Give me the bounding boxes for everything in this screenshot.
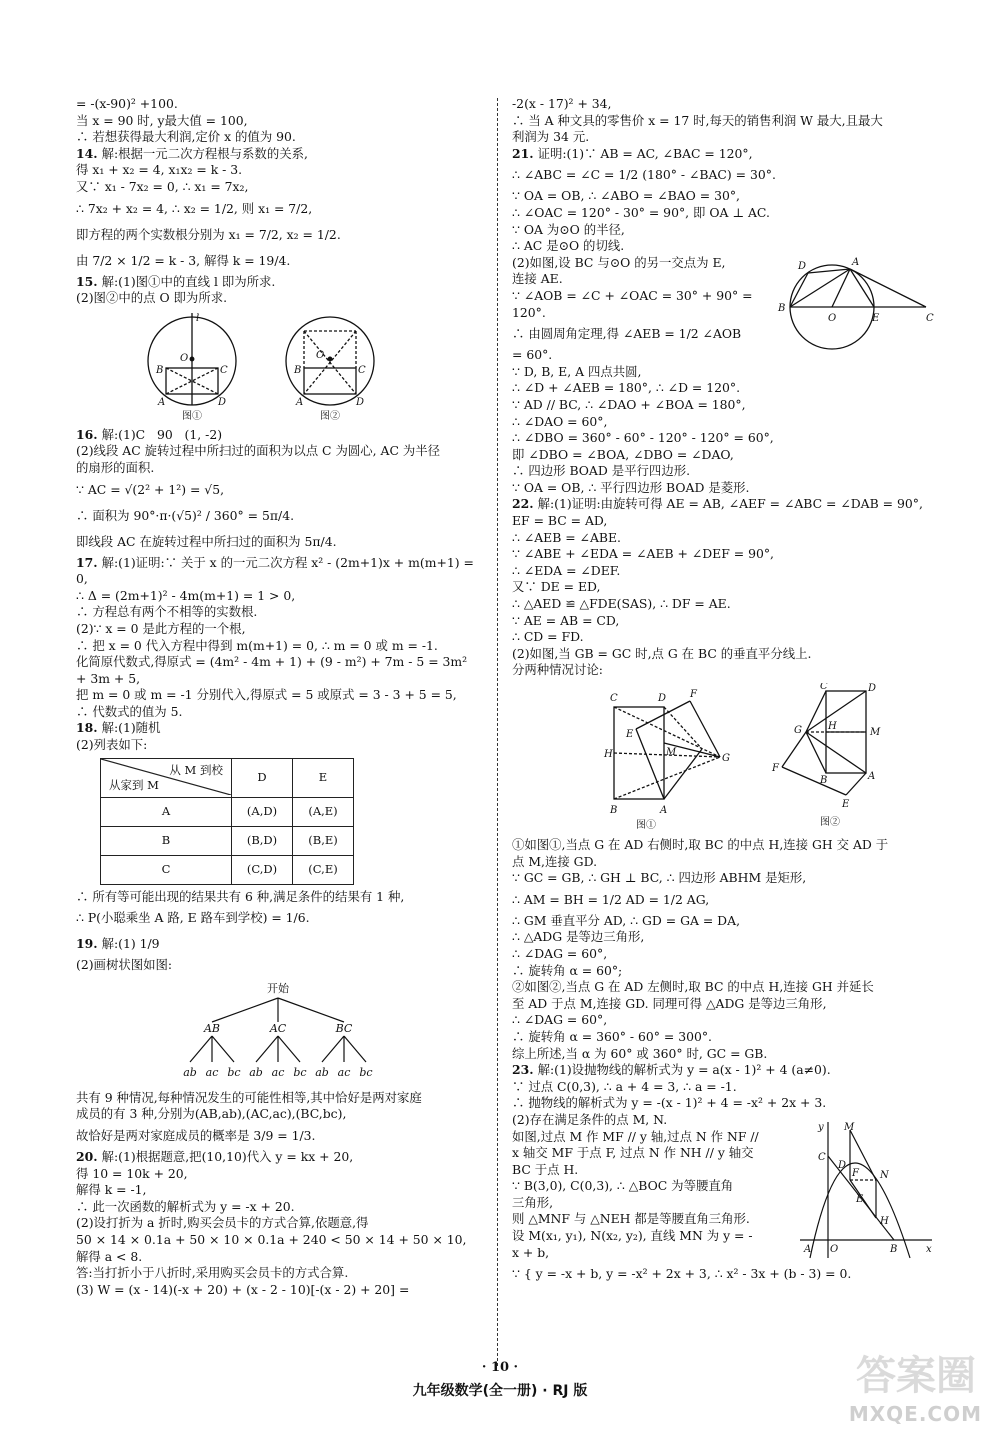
text: 解:(1)证明:∵ 关于 x 的一元二次方程 x² - (2m+1)x + m(m+1) = 0,: [76, 554, 478, 587]
text-line: ∴ AM = BH = 1/2 AD = 1/2 AG,: [512, 891, 710, 907]
right-column: [512, 96, 936, 1287]
text-line: ∵ GC = GB, ∴ GH ⊥ BC, ∴ 四边形 ABHM 是矩形,: [512, 870, 807, 886]
text: 解:(1)根据题意,把(10,10)代入 y = kx + 20,: [101, 1149, 354, 1165]
fig-label: B: [610, 805, 618, 816]
text-line: ∵ ∠ABE + ∠EDA = ∠AEB + ∠DEF = 90°,: [512, 546, 774, 562]
fig-label: B: [890, 1243, 898, 1255]
question-number: 22.: [512, 496, 534, 512]
tree-diagram: [128, 978, 428, 1086]
fig-label: A: [296, 396, 304, 408]
fig-label: G: [794, 725, 802, 736]
tree-leaf: ab: [249, 1065, 263, 1079]
question-18: [76, 720, 480, 737]
table-row-label: C: [101, 855, 232, 884]
text-line: ∴ ∠EDA = ∠DEF.: [512, 562, 621, 578]
figure-caption: 图①: [182, 410, 202, 422]
text-line: 解得 a < 8.: [76, 1248, 143, 1264]
page-number: · 10 ·: [481, 1360, 519, 1375]
question-number: 21.: [512, 145, 534, 161]
tree-root: 开始: [267, 981, 289, 995]
fig-label: C: [926, 312, 934, 324]
fig-label: D: [658, 693, 667, 704]
fig-label: N: [880, 1169, 889, 1181]
fig-label: F: [852, 1167, 859, 1179]
question-number: 15.: [76, 273, 98, 289]
text-line: 点 M,连接 GD.: [512, 853, 598, 869]
figure-21: [776, 255, 936, 355]
text-line: 得 10 = 10k + 20,: [76, 1165, 188, 1181]
text-line: x 轴交 MF 于点 F, 过点 N 作 NH // y 轴交: [512, 1145, 754, 1161]
text: 解:(1) 1/9: [101, 936, 160, 952]
text-line: ∵ 过点 C(0,3), ∴ a + 4 = 3, ∴ a = -1.: [512, 1078, 737, 1094]
text-line: ∴ 所有等可能出现的结果共有 6 种,满足条件的结果有 1 种,: [76, 888, 405, 904]
text-line: ∴ ∠DAG = 60°,: [512, 945, 608, 961]
text-line: ∴ △ADG 是等边三角形,: [512, 929, 645, 945]
text-line: ∴ 旋转角 α = 360° - 60° = 300°.: [512, 1028, 712, 1044]
text-line: 答:当打折小于八折时,采用购买会员卡的方式合算.: [76, 1265, 349, 1281]
text-line: (2)存在满足条件的点 M, N.: [512, 1111, 668, 1127]
fig-label: A: [804, 1243, 812, 1255]
text-line: (3) W = (x - 14)(-x + 20) + (x - 2 - 10)[-(x - 2) + 20] =: [76, 1281, 410, 1297]
fig-label: D: [838, 1159, 847, 1171]
text-line: (2)画树状图如图:: [76, 957, 173, 973]
figure-caption: 图②: [320, 410, 340, 422]
table-cell: (B,D): [232, 826, 293, 855]
fig-label: O: [316, 349, 325, 361]
q21-block: [512, 255, 936, 364]
watermark-text: MXQE.COM: [848, 1402, 982, 1426]
text-line: ∴ 把 x = 0 代入方程中得到 m(m+1) = 0, ∴ m = 0 或 m = -1.: [76, 637, 438, 653]
table-cell: (A,D): [232, 797, 293, 826]
text-line: (2)如图,设 BC 与⊙O 的另一交点为 E,: [512, 254, 726, 270]
tree-node: AB: [203, 1021, 221, 1035]
fig-label: B: [778, 302, 786, 314]
question-number: 18.: [76, 720, 98, 736]
column-divider: [497, 98, 498, 1366]
text-line: ∵ OA 为⊙O 的半径,: [512, 221, 625, 237]
text-line: (2)图②中的点 O 即为所求.: [76, 290, 228, 306]
fig-label: O: [180, 352, 189, 364]
text-line: 成员的有 3 种,分别为(AB,ab),(AC,ac),(BC,bc),: [76, 1106, 347, 1122]
fig-label: D: [868, 683, 877, 694]
text-line: + 3m + 5,: [76, 670, 141, 686]
figure-22: [524, 683, 924, 833]
question-15: [76, 274, 480, 291]
text-line: BC 于点 H.: [512, 1161, 579, 1177]
tree-leaf: ac: [271, 1065, 285, 1079]
text-line: x + b,: [512, 1244, 550, 1260]
text-line: 由 7/2 × 1/2 = k - 3, 解得 k = 19/4.: [76, 252, 291, 268]
fig-label: M: [666, 747, 677, 758]
fig-label: D: [356, 396, 365, 408]
text-line: ∴ 面积为 90°·π·(√5)² / 360° = 5π/4.: [76, 507, 295, 523]
text-line: 即 ∠DBO = ∠BOA, ∠DBO = ∠DAO,: [512, 446, 734, 462]
fig-label: M: [844, 1121, 855, 1133]
text-line: (2)设打折为 a 折时,购买会员卡的方式合算,依题意,得: [76, 1215, 369, 1231]
text-line: 120°.: [512, 304, 546, 320]
text-line: ②如图②,当点 G 在 AD 左侧时,取 BC 的中点 H,连接 GH 并延长: [512, 979, 874, 995]
fig-label: E: [626, 729, 634, 740]
text: 解:根据一元二次方程根与系数的关系,: [101, 145, 308, 161]
text: 解:(1)证明:由旋转可得 AE = AB, ∠AEF = ∠ABC = ∠DAB = 90°,: [537, 496, 923, 512]
corner-label-top: 从 M 到校: [169, 762, 223, 777]
text-line: (2)列表如下:: [76, 737, 148, 753]
table-row-label: B: [101, 826, 232, 855]
fig-label: M: [870, 727, 881, 738]
text-line: ∴ 7x₂ + x₂ = 4, ∴ x₂ = 1/2, 则 x₁ = 7/2,: [76, 200, 313, 216]
text-line: ∵ AE = AB = CD,: [512, 612, 620, 628]
text-line: ∴ △AED ≌ △FDE(SAS), ∴ DF = AE.: [512, 596, 731, 612]
tree-node: AC: [269, 1021, 287, 1035]
text-line: ∵ D, B, E, A 四点共圆,: [512, 363, 642, 379]
text-line: ∴ 当 A 种文具的零售价 x = 17 时,每天的销售利润 W 最大,且最大: [512, 112, 883, 128]
fig-label: F: [690, 689, 697, 700]
fig-label: H: [880, 1215, 889, 1227]
text-line: ∴ GM 垂直平分 AD, ∴ GD = GA = DA,: [512, 912, 741, 928]
figure-caption: 图②: [820, 817, 840, 828]
question-16: [76, 427, 480, 444]
text-line: ∴ P(小聪乘坐 A 路, E 路车到学校) = 1/6.: [76, 910, 310, 926]
text-line: ∵ { y = -x + b, y = -x² + 2x + 3, ∴ x² - 3x + (b - 3) = 0.: [512, 1266, 852, 1282]
text-line: 把 m = 0 或 m = -1 分别代入,得原式 = 5 或原式 = 3 - 3 + 5 = 5,: [76, 687, 457, 703]
text-line: ∵ AC = √(2² + 1²) = √5,: [76, 481, 225, 497]
tree-leaf: ac: [205, 1065, 219, 1079]
question-23: [512, 1062, 936, 1079]
fig-label: y: [818, 1121, 824, 1133]
table-row: [101, 855, 354, 884]
text-line: (2)∵ x = 0 是此方程的一个根,: [76, 620, 246, 636]
fig-label: E: [872, 312, 880, 324]
book-title: 九年级数学(全一册) · RJ 版: [412, 1383, 588, 1399]
fig-label: B: [294, 364, 302, 376]
fig-label: C: [220, 364, 228, 376]
question-number: 20.: [76, 1149, 98, 1165]
text-line: = -(x-90)² +100.: [76, 96, 178, 111]
text-line: ∴ ∠DAG = 60°,: [512, 1012, 608, 1028]
tree-leaf: bc: [227, 1065, 241, 1079]
figure-15-1: [148, 313, 236, 405]
watermark-logo-icon: 答案圈: [856, 1353, 976, 1399]
text: 解:(1)随机: [101, 720, 161, 736]
text-line: ∴ ∠AEB = ∠ABE.: [512, 529, 621, 545]
fig-label: D: [218, 396, 227, 408]
text-line: 故恰好是两对家庭成员的概率是 3/9 = 1/3.: [76, 1128, 316, 1144]
text-line: 三角形,: [512, 1194, 554, 1210]
watermark: [812, 1344, 982, 1430]
tree-leaf: ab: [315, 1065, 329, 1079]
text: 解:(1)C 90 (1, -2): [101, 426, 223, 442]
text-line: ∴ Δ = (2m+1)² - 4m(m+1) = 1 > 0,: [76, 587, 296, 603]
text-line: (2)如图,当 GB = GC 时,点 G 在 BC 的垂直平分线上.: [512, 645, 812, 661]
fig-label: F: [772, 763, 779, 774]
text-line: 即线段 AC 在旋转过程中所扫过的面积为 5π/4.: [76, 533, 337, 549]
text-line: ∵ OA = OB, ∴ ∠ABO = ∠BAO = 30°,: [512, 188, 740, 204]
table-cell: (C,E): [293, 855, 354, 884]
text-line: 共有 9 种情况,每种情况发生的可能性相等,其中恰好是两对家庭: [76, 1089, 422, 1105]
tree-leaf: ab: [183, 1065, 197, 1079]
text-line: ∴ 四边形 BOAD 是平行四边形.: [512, 463, 691, 479]
figure-15-2: [286, 317, 374, 405]
text-line: ∴ ∠D + ∠AEB = 180°, ∴ ∠D = 120°.: [512, 380, 741, 396]
text-line: EF = BC = AD,: [512, 513, 608, 529]
question-20: [76, 1149, 480, 1166]
question-17: [76, 555, 480, 588]
table-corner-cell: [101, 758, 232, 797]
text: 证明:(1)∵ AB = AC, ∠BAC = 120°,: [537, 145, 753, 161]
table-row: [101, 797, 354, 826]
tree-leaf: ac: [337, 1065, 351, 1079]
text-line: 得 x₁ + x₂ = 4, x₁x₂ = k - 3.: [76, 162, 243, 178]
fig-label: C: [820, 683, 828, 692]
table-cell: (C,D): [232, 855, 293, 884]
text-line: 又∵ x₁ - 7x₂ = 0, ∴ x₁ = 7x₂,: [76, 178, 249, 194]
text-line: ∴ 此一次函数的解析式为 y = -x + 20.: [76, 1198, 295, 1214]
fig-label: H: [604, 749, 613, 760]
text-line: ∵ OA = OB, ∴ 平行四边形 BOAD 是菱形.: [512, 479, 750, 495]
probability-table: [100, 758, 354, 885]
text-line: ∵ ∠AOB = ∠C + ∠OAC = 30° + 90° =: [512, 287, 753, 303]
question-number: 19.: [76, 936, 98, 952]
fig-label: l: [196, 312, 200, 324]
table-header-row: [101, 758, 354, 797]
text-line: 设 M(x₁, y₁), N(x₂, y₂), 直线 MN 为 y = -: [512, 1228, 753, 1244]
question-number: 16.: [76, 426, 98, 442]
text: 解:(1)图①中的直线 l 即为所求.: [101, 273, 276, 289]
question-number: 23.: [512, 1062, 534, 1078]
text-line: 连接 AE.: [512, 271, 563, 287]
text-line: (2)线段 AC 旋转过程中所扫过的面积为以点 C 为圆心, AC 为半径: [76, 443, 441, 459]
text-line: 如图,过点 M 作 MF // y 轴,过点 N 作 NF //: [512, 1128, 759, 1144]
text-line: 解得 k = -1,: [76, 1182, 147, 1198]
text-line: 的扇形的面积.: [76, 459, 155, 475]
text-line: 50 × 14 × 0.1a + 50 × 10 × 0.1a + 240 < 50 × 14 + 50 × 10,: [76, 1232, 467, 1247]
table-cell: (B,E): [293, 826, 354, 855]
text-line: ∴ 若想获得最大利润,定价 x 的值为 90.: [76, 129, 296, 145]
table-row-label: A: [101, 797, 232, 826]
fig-label: C: [358, 364, 366, 376]
question-number: 14.: [76, 145, 98, 161]
table-row: [101, 826, 354, 855]
fig-label: C: [610, 693, 618, 704]
text-line: ∴ 代数式的值为 5.: [76, 703, 183, 719]
fig-label: O: [830, 1243, 839, 1255]
text-line: 又∵ DE = ED,: [512, 579, 601, 595]
fig-label: C: [818, 1151, 826, 1163]
table-col-header: E: [293, 758, 354, 797]
table-col-header: D: [232, 758, 293, 797]
fig-label: A: [852, 256, 860, 268]
fig-label: A: [660, 805, 668, 816]
text-line: ∴ ∠ABC = ∠C = 1/2 (180° - ∠BAC) = 30°.: [512, 167, 776, 183]
text-line: 利润为 34 元.: [512, 129, 590, 145]
fig-label: O: [828, 312, 837, 324]
text-line: -2(x - 17)² + 34,: [512, 96, 612, 111]
text-line: ∴ AC 是⊙O 的切线.: [512, 238, 625, 254]
corner-label-bottom: 从家到 M: [109, 778, 159, 793]
figure-15: [118, 311, 438, 423]
tree-leaf: bc: [359, 1065, 373, 1079]
text-line: ∴ ∠DAO = 60°,: [512, 413, 608, 429]
text-line: 即方程的两个实数根分别为 x₁ = 7/2, x₂ = 1/2.: [76, 226, 341, 242]
q23-block: [512, 1112, 936, 1261]
fig-label: B: [156, 364, 164, 376]
text-line: ∴ ∠OAC = 120° - 30° = 90°, 即 OA ⊥ AC.: [512, 204, 770, 220]
text-line: 当 x = 90 时, y最大值 = 100,: [76, 112, 248, 128]
text-line: ①如图①,当点 G 在 AD 右侧时,取 BC 的中点 H,连接 GH 交 AD 于: [512, 837, 889, 852]
question-21: [512, 146, 936, 163]
question-19: [76, 931, 480, 957]
fig-label: A: [158, 396, 166, 408]
text-line: ∴ CD = FD.: [512, 629, 584, 645]
text-line: 则 △MNF 与 △NEH 都是等腰直角三角形.: [512, 1211, 750, 1227]
fig-label: x: [926, 1243, 932, 1255]
text-line: ∴ ∠DBO = 360° - 60° - 120° - 120° = 60°,: [512, 430, 774, 446]
fig-label: E: [842, 799, 850, 810]
question-14: [76, 146, 480, 163]
table-cell: (A,E): [293, 797, 354, 826]
text-line: ∴ 抛物线的解析式为 y = -(x - 1)² + 4 = -x² + 2x + 3.: [512, 1095, 827, 1111]
figure-caption: 图①: [636, 820, 656, 831]
text: 解:(1)设抛物线的解析式为 y = a(x - 1)² + 4 (a≠0).: [537, 1062, 831, 1078]
text-line: 化简原代数式,得原式 = (4m² - 4m + 1) + (9 - m²) + 7m - 5 = 3m²: [76, 654, 468, 670]
fig-label: B: [820, 775, 828, 786]
text-line: ∵ B(3,0), C(0,3), ∴ △BOC 为等腰直角: [512, 1178, 734, 1194]
question-number: 17.: [76, 554, 98, 570]
text-line: 综上所述,当 α 为 60° 或 360° 时, GC = GB.: [512, 1045, 768, 1061]
text-line: 分两种情况讨论:: [512, 662, 603, 678]
fig-label: H: [828, 721, 837, 732]
fig-label: A: [868, 771, 876, 782]
text-line: = 60°.: [512, 347, 553, 363]
text-line: ∴ 由圆周角定理,得 ∠AEB = 1/2 ∠AOB: [512, 326, 742, 342]
fig-label: D: [798, 260, 807, 272]
fig-label: E: [856, 1193, 864, 1205]
text-line: 至 AD 于点 M,连接 GD. 同理可得 △ADG 是等边三角形,: [512, 995, 827, 1011]
fig-label: G: [722, 753, 730, 764]
tree-leaf: bc: [293, 1065, 307, 1079]
text-line: ∴ 旋转角 α = 60°;: [512, 962, 623, 978]
text-line: ∵ AD // BC, ∴ ∠DAO + ∠BOA = 180°,: [512, 396, 746, 412]
tree-node: BC: [335, 1021, 353, 1035]
question-22: [512, 496, 936, 513]
figure-23: [800, 1120, 936, 1260]
left-column: [76, 96, 480, 1298]
text-line: ∴ 方程总有两个不相等的实数根.: [76, 604, 258, 620]
